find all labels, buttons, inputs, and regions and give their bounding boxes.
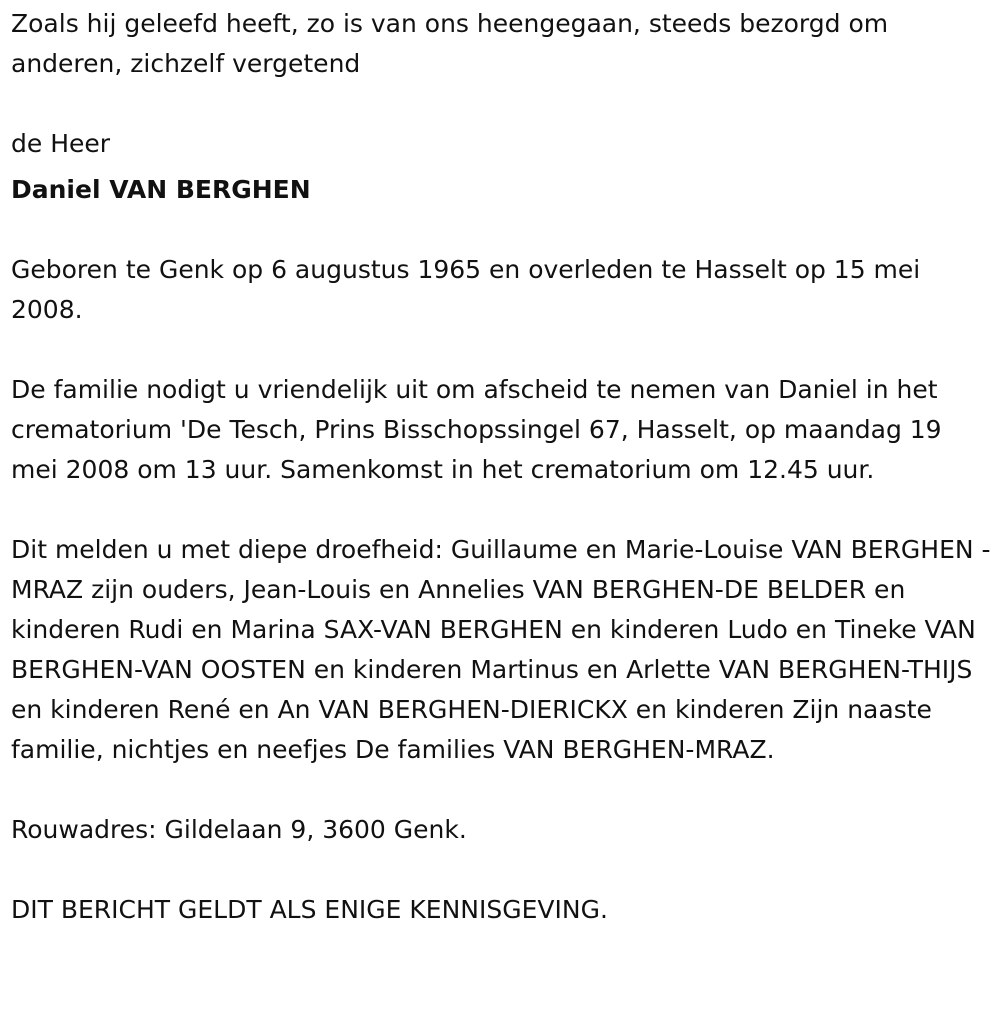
deceased-name: Daniel VAN BERGHEN xyxy=(11,175,311,204)
family-announcement: Dit melden u met diepe droefheid: Guillaume en Marie-Louise VAN BERGHEN -MRAZ zijn ouders, Jean-Louis en Annelies VAN BERGHEN-DE BELDER en kinderen Rudi en Marina SAX-VAN BERGHEN en kinderen Ludo en Tineke VAN BERGHEN-VAN OOSTEN en kinderen Martinus en Arlette VAN BERGHEN-THIJS en kinderen René en An VAN BERGHEN-DIERICKX en kinderen Zijn naaste familie, nichtjes en neefjes De families VAN BERGHEN-MRAZ. xyxy=(11,535,991,764)
birth-death-details: Geboren te Genk op 6 augustus 1965 en overleden te Hasselt op 15 mei 2008. xyxy=(11,255,921,324)
opening-quote: Zoals hij geleefd heeft, zo is van ons heengegaan, steeds bezorgd om anderen, zichzelf vergetend xyxy=(11,9,889,78)
mourning-address: Rouwadres: Gildelaan 9, 3600 Genk. xyxy=(11,815,467,844)
funeral-invitation: De familie nodigt u vriendelijk uit om afscheid te nemen van Daniel in het crematorium 'De Tesch, Prins Bisschopssingel 67, Hasselt, op maandag 19 mei 2008 om 13 uur. Samenkomst in het crematorium om 12.45 uur. xyxy=(11,375,942,484)
salutation: de Heer xyxy=(11,129,111,158)
death-notice xyxy=(11,4,996,970)
closing-statement: DIT BERICHT GELDT ALS ENIGE KENNISGEVING. xyxy=(11,895,608,924)
